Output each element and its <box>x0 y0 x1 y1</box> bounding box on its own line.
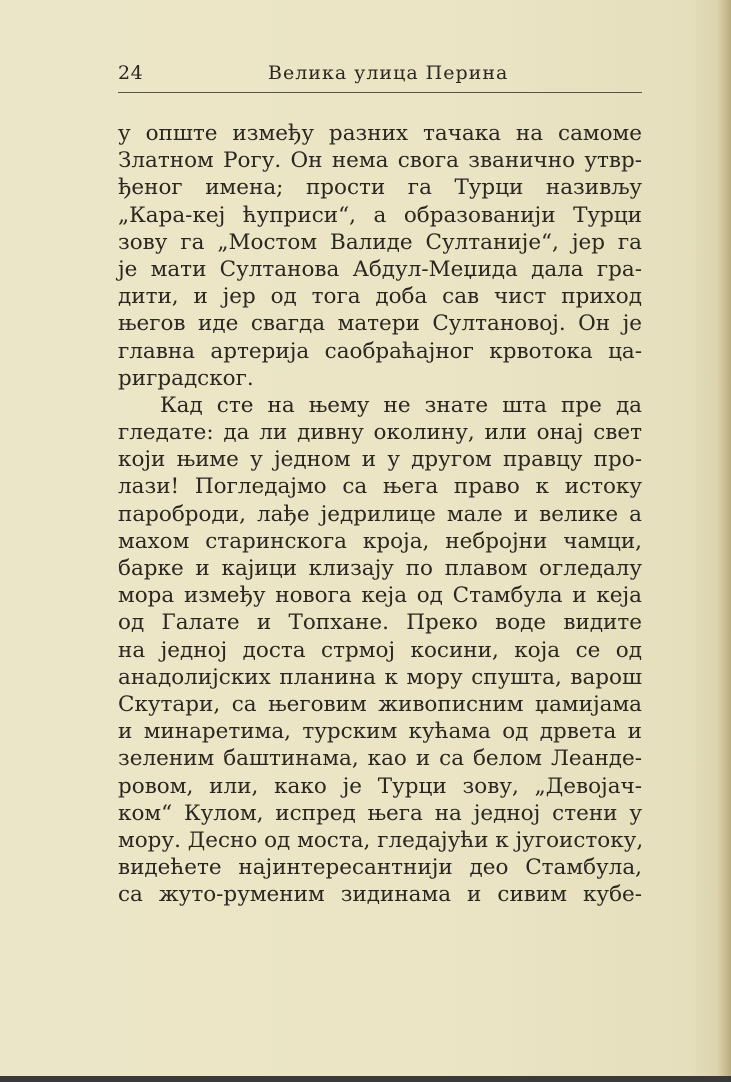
text-line: и минаретима, турским кућама од дрвета и <box>118 719 642 745</box>
text-line: са жуто-руменим зидинама и сивим кубе- <box>118 882 642 908</box>
text-line: гледате: да ли дивну околину, или онај свет <box>118 420 642 446</box>
text-line: главна артерија саобраћајног крвотока ца- <box>118 338 642 364</box>
text-line: од Галате и Топхане. Преко воде видите <box>118 610 642 636</box>
page-gutter-edge <box>717 0 731 1082</box>
scan-bottom-edge <box>0 1076 731 1082</box>
text-line: махом старинскога кроја, небројни чамци, <box>118 528 642 554</box>
text-line: барке и кајици клизају по плавом огледалу <box>118 556 642 581</box>
text-line: је мати Султанова Абдул-Меџида дала гра- <box>118 256 642 282</box>
text-line: ђеног имена; прости га Турци називљу <box>118 175 642 201</box>
page-number: 24 <box>118 62 144 84</box>
text-line: у опште између разних тачака на самоме <box>118 121 642 146</box>
text-line: Скутари, са његовим живописним џамијама <box>118 691 642 717</box>
running-title: Велика улица Перина <box>268 62 509 84</box>
page-header <box>118 60 642 94</box>
text-line: зеленим баштинама, као и са белом Леанде- <box>118 746 642 772</box>
text-line: „Кара-кеј ћуприси“, а образованији Турци <box>118 202 642 228</box>
text-line: који њиме у једном и у другом правцу про- <box>118 447 642 473</box>
text-line: Златном Рогу. Он нема свога званично утвр- <box>118 148 642 174</box>
body-text <box>118 120 642 908</box>
header-rule <box>118 92 642 93</box>
text-line: пароброди, лађе једрилице мале и велике а <box>118 501 642 527</box>
text-line: ровом, или, како је Турци зову, „Девојач- <box>118 773 642 799</box>
text-line: ком“ Кулом, испред њега на једној стени у <box>118 800 642 826</box>
text-line: на једној доста стрмој косини, која се од <box>118 637 642 663</box>
text-line: дити, и јер од тога доба сав чист приход <box>118 284 642 310</box>
text-line: мору. Десно од моста, гледајући к југоистоку, <box>118 827 644 853</box>
text-line: лази! Погледајмо са њега право к истоку <box>118 474 642 500</box>
text-line: видећете најинтересантнији део Стамбула, <box>118 855 642 881</box>
text-line: анадолијских планина к мору спушта, варош <box>118 664 642 690</box>
text-line: његов иде свагда матери Султановој. Он је <box>118 311 642 337</box>
text-line: зову га „Мостом Валиде Султаније“, јер га <box>118 229 642 255</box>
text-line: Кад сте на њему не знате шта пре да <box>160 392 642 418</box>
text-line: мора између новога кеја од Стамбула и кеја <box>118 583 642 609</box>
text-line: риградског. <box>118 365 254 391</box>
